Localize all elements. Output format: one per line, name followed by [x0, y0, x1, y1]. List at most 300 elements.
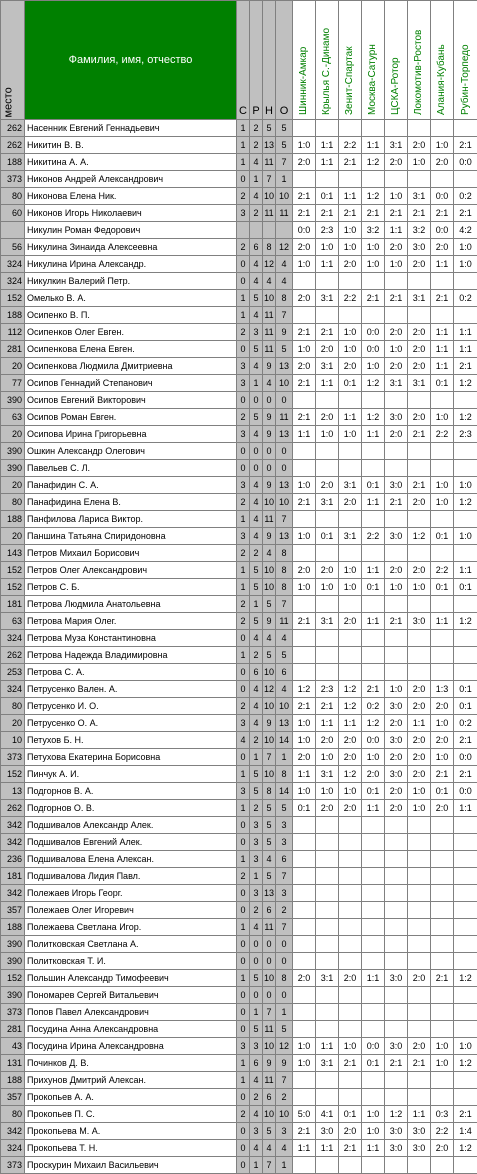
score-cell: 2:1 [385, 494, 408, 511]
stat-cell: 7 [263, 1157, 276, 1174]
score-cell [431, 953, 454, 970]
score-cell: 0:0 [362, 341, 385, 358]
stat-cell: 3 [276, 885, 293, 902]
score-cell: 2:0 [362, 766, 385, 783]
stat-cell: 3 [237, 426, 250, 443]
score-cell [454, 443, 477, 460]
score-cell [316, 919, 339, 936]
place-cell: 20 [1, 358, 25, 375]
stat-cell: 10 [276, 698, 293, 715]
score-cell [431, 392, 454, 409]
stat-cell: 11 [276, 205, 293, 222]
score-cell: 2:0 [431, 239, 454, 256]
stat-cell: 0 [237, 630, 250, 647]
score-cell: 1:0 [316, 239, 339, 256]
score-cell [362, 1157, 385, 1174]
stat-cell: 10 [263, 970, 276, 987]
name-cell: Никулина Ирина Александр. [25, 256, 237, 273]
score-cell: 1:2 [339, 766, 362, 783]
score-cell: 3:1 [316, 970, 339, 987]
score-cell [362, 273, 385, 290]
score-cell: 1:1 [431, 256, 454, 273]
score-cell [339, 936, 362, 953]
score-cell [431, 545, 454, 562]
table-row [1, 919, 477, 936]
score-cell: 3:0 [408, 239, 431, 256]
name-cell: Паншина Татьяна Спиридоновна [25, 528, 237, 545]
score-cell: 2:2 [339, 137, 362, 154]
score-cell [431, 630, 454, 647]
place-cell: 357 [1, 902, 25, 919]
place-cell: 324 [1, 1140, 25, 1157]
place-cell: 390 [1, 953, 25, 970]
name-cell: Осипенкова Людмила Дмитриевна [25, 358, 237, 375]
score-cell: 3:1 [385, 375, 408, 392]
score-cell: 1:2 [454, 409, 477, 426]
score-cell [316, 307, 339, 324]
stat-cell: 1 [250, 596, 263, 613]
score-cell: 0:2 [454, 715, 477, 732]
place-cell: 236 [1, 851, 25, 868]
stat-cell [250, 222, 263, 239]
table-row [1, 783, 477, 800]
stat-cell: 0 [263, 936, 276, 953]
stat-cell: 0 [237, 664, 250, 681]
name-cell: Посудина Анна Александровна [25, 1021, 237, 1038]
score-cell: 0:1 [454, 698, 477, 715]
stat-cell: 7 [276, 596, 293, 613]
stat-cell: 1 [237, 800, 250, 817]
stat-cell: 13 [276, 358, 293, 375]
header-team-label: Локомотив-Ростов [411, 30, 426, 115]
place-cell: 373 [1, 171, 25, 188]
stat-cell: 9 [276, 324, 293, 341]
score-cell: 2:1 [408, 1055, 431, 1072]
score-cell [362, 630, 385, 647]
place-cell: 80 [1, 188, 25, 205]
score-cell [293, 460, 316, 477]
score-cell [454, 647, 477, 664]
stat-cell: 1 [237, 1055, 250, 1072]
score-cell: 2:0 [431, 698, 454, 715]
place-cell: 143 [1, 545, 25, 562]
stat-cell: 9 [263, 477, 276, 494]
score-cell: 2:0 [385, 426, 408, 443]
stat-cell: 11 [263, 154, 276, 171]
name-cell: Петров Михаил Борисович [25, 545, 237, 562]
stat-cell: 0 [237, 834, 250, 851]
score-cell [362, 664, 385, 681]
score-cell: 2:1 [293, 1123, 316, 1140]
name-cell: Никонов Андрей Александрович [25, 171, 237, 188]
score-cell [362, 953, 385, 970]
score-cell [362, 1072, 385, 1089]
stat-cell: 2 [237, 494, 250, 511]
score-cell [316, 392, 339, 409]
stat-cell: 5 [250, 562, 263, 579]
stat-cell: 10 [276, 188, 293, 205]
place-cell: 281 [1, 341, 25, 358]
score-cell: 0:0 [454, 783, 477, 800]
stat-cell: 10 [276, 494, 293, 511]
score-cell [454, 460, 477, 477]
score-cell [293, 919, 316, 936]
score-cell: 2:1 [431, 205, 454, 222]
score-cell [431, 1021, 454, 1038]
stat-cell: 0 [237, 885, 250, 902]
stat-cell: 8 [276, 579, 293, 596]
name-cell: Пинчук А. И. [25, 766, 237, 783]
table-row [1, 817, 477, 834]
score-cell: 1:1 [316, 137, 339, 154]
score-cell: 1:1 [385, 222, 408, 239]
score-cell [454, 834, 477, 851]
score-cell: 1:0 [339, 239, 362, 256]
name-cell: Пономарев Сергей Витальевич [25, 987, 237, 1004]
score-cell: 2:0 [339, 613, 362, 630]
score-cell [385, 953, 408, 970]
name-cell: Политковская Т. И. [25, 953, 237, 970]
score-cell [339, 902, 362, 919]
score-cell: 1:1 [431, 324, 454, 341]
place-cell: 281 [1, 1021, 25, 1038]
stat-cell: 5 [263, 120, 276, 137]
score-cell [385, 1004, 408, 1021]
stat-cell: 5 [250, 1021, 263, 1038]
score-cell [293, 817, 316, 834]
stat-cell: 0 [237, 1140, 250, 1157]
score-cell [339, 664, 362, 681]
name-cell: Осипенков Олег Евген. [25, 324, 237, 341]
stat-cell: 0 [237, 1004, 250, 1021]
table-row [1, 256, 477, 273]
score-cell: 3:0 [408, 1123, 431, 1140]
score-cell: 2:0 [408, 562, 431, 579]
table-row [1, 1157, 477, 1174]
score-cell: 2:1 [408, 477, 431, 494]
score-cell [454, 868, 477, 885]
score-cell: 2:1 [431, 970, 454, 987]
score-cell [339, 1004, 362, 1021]
score-cell: 2:0 [339, 358, 362, 375]
score-cell: 1:1 [362, 1140, 385, 1157]
score-cell [293, 987, 316, 1004]
score-cell: 1:0 [408, 800, 431, 817]
stat-cell: 0 [237, 1021, 250, 1038]
stat-cell: 9 [263, 409, 276, 426]
place-cell: 80 [1, 494, 25, 511]
table-row [1, 222, 477, 239]
stat-cell: 4 [263, 545, 276, 562]
stat-cell: 9 [263, 1055, 276, 1072]
stat-cell: 7 [276, 307, 293, 324]
score-cell [385, 851, 408, 868]
stat-cell: 5 [263, 834, 276, 851]
score-cell: 2:0 [316, 800, 339, 817]
stat-cell: 9 [263, 358, 276, 375]
stat-cell: 10 [263, 1038, 276, 1055]
score-cell [316, 885, 339, 902]
score-cell: 2:2 [431, 1123, 454, 1140]
score-cell [339, 511, 362, 528]
score-cell: 1:2 [362, 715, 385, 732]
score-cell [293, 1089, 316, 1106]
score-cell: 2:0 [339, 256, 362, 273]
name-cell: Осипов Геннадий Степанович [25, 375, 237, 392]
stat-cell: 11 [263, 341, 276, 358]
score-cell [362, 1021, 385, 1038]
score-cell: 2:0 [316, 409, 339, 426]
score-cell: 2:1 [385, 1055, 408, 1072]
stat-cell: 7 [276, 511, 293, 528]
score-cell [454, 936, 477, 953]
place-cell: 373 [1, 1004, 25, 1021]
stat-cell: 0 [237, 936, 250, 953]
score-cell [339, 545, 362, 562]
stat-cell: 2 [237, 409, 250, 426]
stat-cell: 4 [250, 528, 263, 545]
score-cell [385, 936, 408, 953]
score-cell [408, 902, 431, 919]
score-cell [431, 120, 454, 137]
score-cell: 2:0 [339, 749, 362, 766]
score-cell [408, 120, 431, 137]
stat-cell: 8 [263, 239, 276, 256]
place-cell: 13 [1, 783, 25, 800]
stat-cell: 4 [250, 256, 263, 273]
stat-cell: 4 [250, 273, 263, 290]
name-cell: Осипов Роман Евген. [25, 409, 237, 426]
score-cell [293, 851, 316, 868]
stat-cell: 1 [250, 171, 263, 188]
stat-cell: 0 [237, 273, 250, 290]
table-row [1, 392, 477, 409]
table-row [1, 307, 477, 324]
score-cell [316, 1021, 339, 1038]
score-cell: 2:3 [454, 426, 477, 443]
header-team-3 [339, 1, 362, 120]
score-cell [362, 885, 385, 902]
score-cell: 1:0 [431, 715, 454, 732]
score-cell: 2:0 [385, 324, 408, 341]
name-cell: Прокопьев А. А. [25, 1089, 237, 1106]
score-cell [454, 511, 477, 528]
score-cell [316, 834, 339, 851]
score-cell: 0:2 [362, 698, 385, 715]
score-cell [362, 902, 385, 919]
score-cell: 1:2 [339, 698, 362, 715]
header-team-2 [316, 1, 339, 120]
score-cell [431, 1072, 454, 1089]
header-team-label: Шинник-Амкар [296, 47, 311, 115]
score-cell [339, 834, 362, 851]
stat-cell: 3 [276, 1123, 293, 1140]
name-cell: Петрова С. А. [25, 664, 237, 681]
place-cell: 390 [1, 936, 25, 953]
stat-cell: 1 [237, 562, 250, 579]
score-cell: 1:1 [293, 1140, 316, 1157]
score-cell: 2:1 [454, 137, 477, 154]
score-cell: 2:1 [339, 1140, 362, 1157]
score-cell [293, 171, 316, 188]
score-cell [339, 307, 362, 324]
score-cell: 2:0 [385, 749, 408, 766]
score-cell: 1:0 [431, 749, 454, 766]
score-cell [316, 1089, 339, 1106]
table-row [1, 613, 477, 630]
score-cell: 3:0 [385, 409, 408, 426]
stat-cell: 11 [263, 205, 276, 222]
table-row [1, 596, 477, 613]
score-cell: 2:1 [454, 358, 477, 375]
score-cell [431, 834, 454, 851]
score-cell [362, 919, 385, 936]
score-cell [454, 1021, 477, 1038]
stat-cell: 4 [250, 715, 263, 732]
score-cell [316, 1072, 339, 1089]
stat-cell: 7 [276, 919, 293, 936]
score-cell [431, 868, 454, 885]
score-cell [385, 545, 408, 562]
stat-cell: 0 [237, 1089, 250, 1106]
place-cell: 262 [1, 120, 25, 137]
header-place-label: место [2, 78, 17, 118]
score-cell [408, 953, 431, 970]
place-cell: 342 [1, 1123, 25, 1140]
table-row [1, 749, 477, 766]
stat-cell: 4 [263, 375, 276, 392]
name-cell: Никулин Роман Федорович [25, 222, 237, 239]
score-cell [408, 1157, 431, 1174]
stat-cell: 3 [250, 324, 263, 341]
name-cell: Петухов Б. Н. [25, 732, 237, 749]
score-cell [408, 273, 431, 290]
stat-cell: 4 [276, 1140, 293, 1157]
score-cell: 1:1 [339, 715, 362, 732]
score-cell: 1:2 [454, 375, 477, 392]
stat-cell: 4 [263, 1140, 276, 1157]
score-cell: 2:0 [408, 358, 431, 375]
score-cell [408, 545, 431, 562]
name-cell: Петрова Муза Константиновна [25, 630, 237, 647]
score-cell: 2:0 [385, 239, 408, 256]
table-row [1, 970, 477, 987]
score-cell: 1:2 [362, 188, 385, 205]
score-cell [362, 392, 385, 409]
stat-cell: 0 [237, 749, 250, 766]
stat-cell [237, 222, 250, 239]
name-cell: Петрусенко О. А. [25, 715, 237, 732]
stat-cell: 7 [276, 154, 293, 171]
score-cell: 1:1 [454, 800, 477, 817]
stat-cell: 10 [263, 562, 276, 579]
stat-cell: 11 [276, 409, 293, 426]
header-team-8 [454, 1, 477, 120]
score-cell: 2:1 [316, 698, 339, 715]
score-cell: 2:0 [408, 681, 431, 698]
score-cell [316, 936, 339, 953]
score-cell: 3:1 [316, 494, 339, 511]
stat-cell: 11 [276, 613, 293, 630]
score-cell [316, 171, 339, 188]
score-cell: 2:0 [385, 715, 408, 732]
stat-cell: 7 [276, 868, 293, 885]
score-cell: 2:0 [316, 562, 339, 579]
score-cell [339, 273, 362, 290]
name-cell: Омелько В. А. [25, 290, 237, 307]
place-cell: 390 [1, 392, 25, 409]
table-row [1, 205, 477, 222]
header-team-6 [408, 1, 431, 120]
score-cell [339, 1021, 362, 1038]
stat-cell: 2 [250, 205, 263, 222]
score-cell: 2:0 [408, 970, 431, 987]
score-cell: 3:1 [339, 528, 362, 545]
score-cell: 1:1 [362, 137, 385, 154]
score-cell: 2:1 [362, 290, 385, 307]
stat-cell: 1 [237, 851, 250, 868]
stat-cell: 2 [250, 545, 263, 562]
stat-cell: 2 [237, 239, 250, 256]
stat-cell: 1 [250, 1004, 263, 1021]
header-stat-o: О [276, 1, 293, 120]
stat-cell: 4 [276, 273, 293, 290]
name-cell: Подгорнов В. А. [25, 783, 237, 800]
stat-cell: 5 [250, 970, 263, 987]
score-cell [293, 953, 316, 970]
header-row [1, 1, 477, 120]
stat-cell: 5 [263, 817, 276, 834]
score-cell: 1:0 [293, 715, 316, 732]
score-cell: 2:1 [339, 1055, 362, 1072]
table-row [1, 120, 477, 137]
score-cell [293, 664, 316, 681]
stat-cell: 11 [263, 919, 276, 936]
score-cell: 3:0 [408, 1140, 431, 1157]
score-cell [316, 545, 339, 562]
score-cell [408, 919, 431, 936]
place-cell: 10 [1, 732, 25, 749]
stat-cell: 0 [263, 953, 276, 970]
score-cell: 1:1 [316, 256, 339, 273]
place-cell: 262 [1, 137, 25, 154]
place-cell: 188 [1, 307, 25, 324]
score-cell [385, 171, 408, 188]
score-cell [316, 902, 339, 919]
score-cell: 0:1 [454, 579, 477, 596]
score-cell: 1:0 [362, 1106, 385, 1123]
table-row [1, 732, 477, 749]
score-cell [408, 1089, 431, 1106]
score-cell: 2:0 [408, 137, 431, 154]
stat-cell: 1 [276, 749, 293, 766]
score-cell: 1:1 [408, 1106, 431, 1123]
table-row [1, 698, 477, 715]
place-cell: 390 [1, 987, 25, 1004]
score-cell: 3:0 [385, 970, 408, 987]
stat-cell: 2 [250, 120, 263, 137]
score-cell: 0:2 [454, 290, 477, 307]
stat-cell: 0 [237, 1157, 250, 1174]
table-row [1, 358, 477, 375]
table-row [1, 443, 477, 460]
score-cell [316, 851, 339, 868]
score-cell: 1:2 [385, 1106, 408, 1123]
score-cell: 1:2 [362, 375, 385, 392]
score-cell: 2:1 [385, 205, 408, 222]
score-cell: 2:1 [431, 766, 454, 783]
stat-cell: 13 [263, 885, 276, 902]
